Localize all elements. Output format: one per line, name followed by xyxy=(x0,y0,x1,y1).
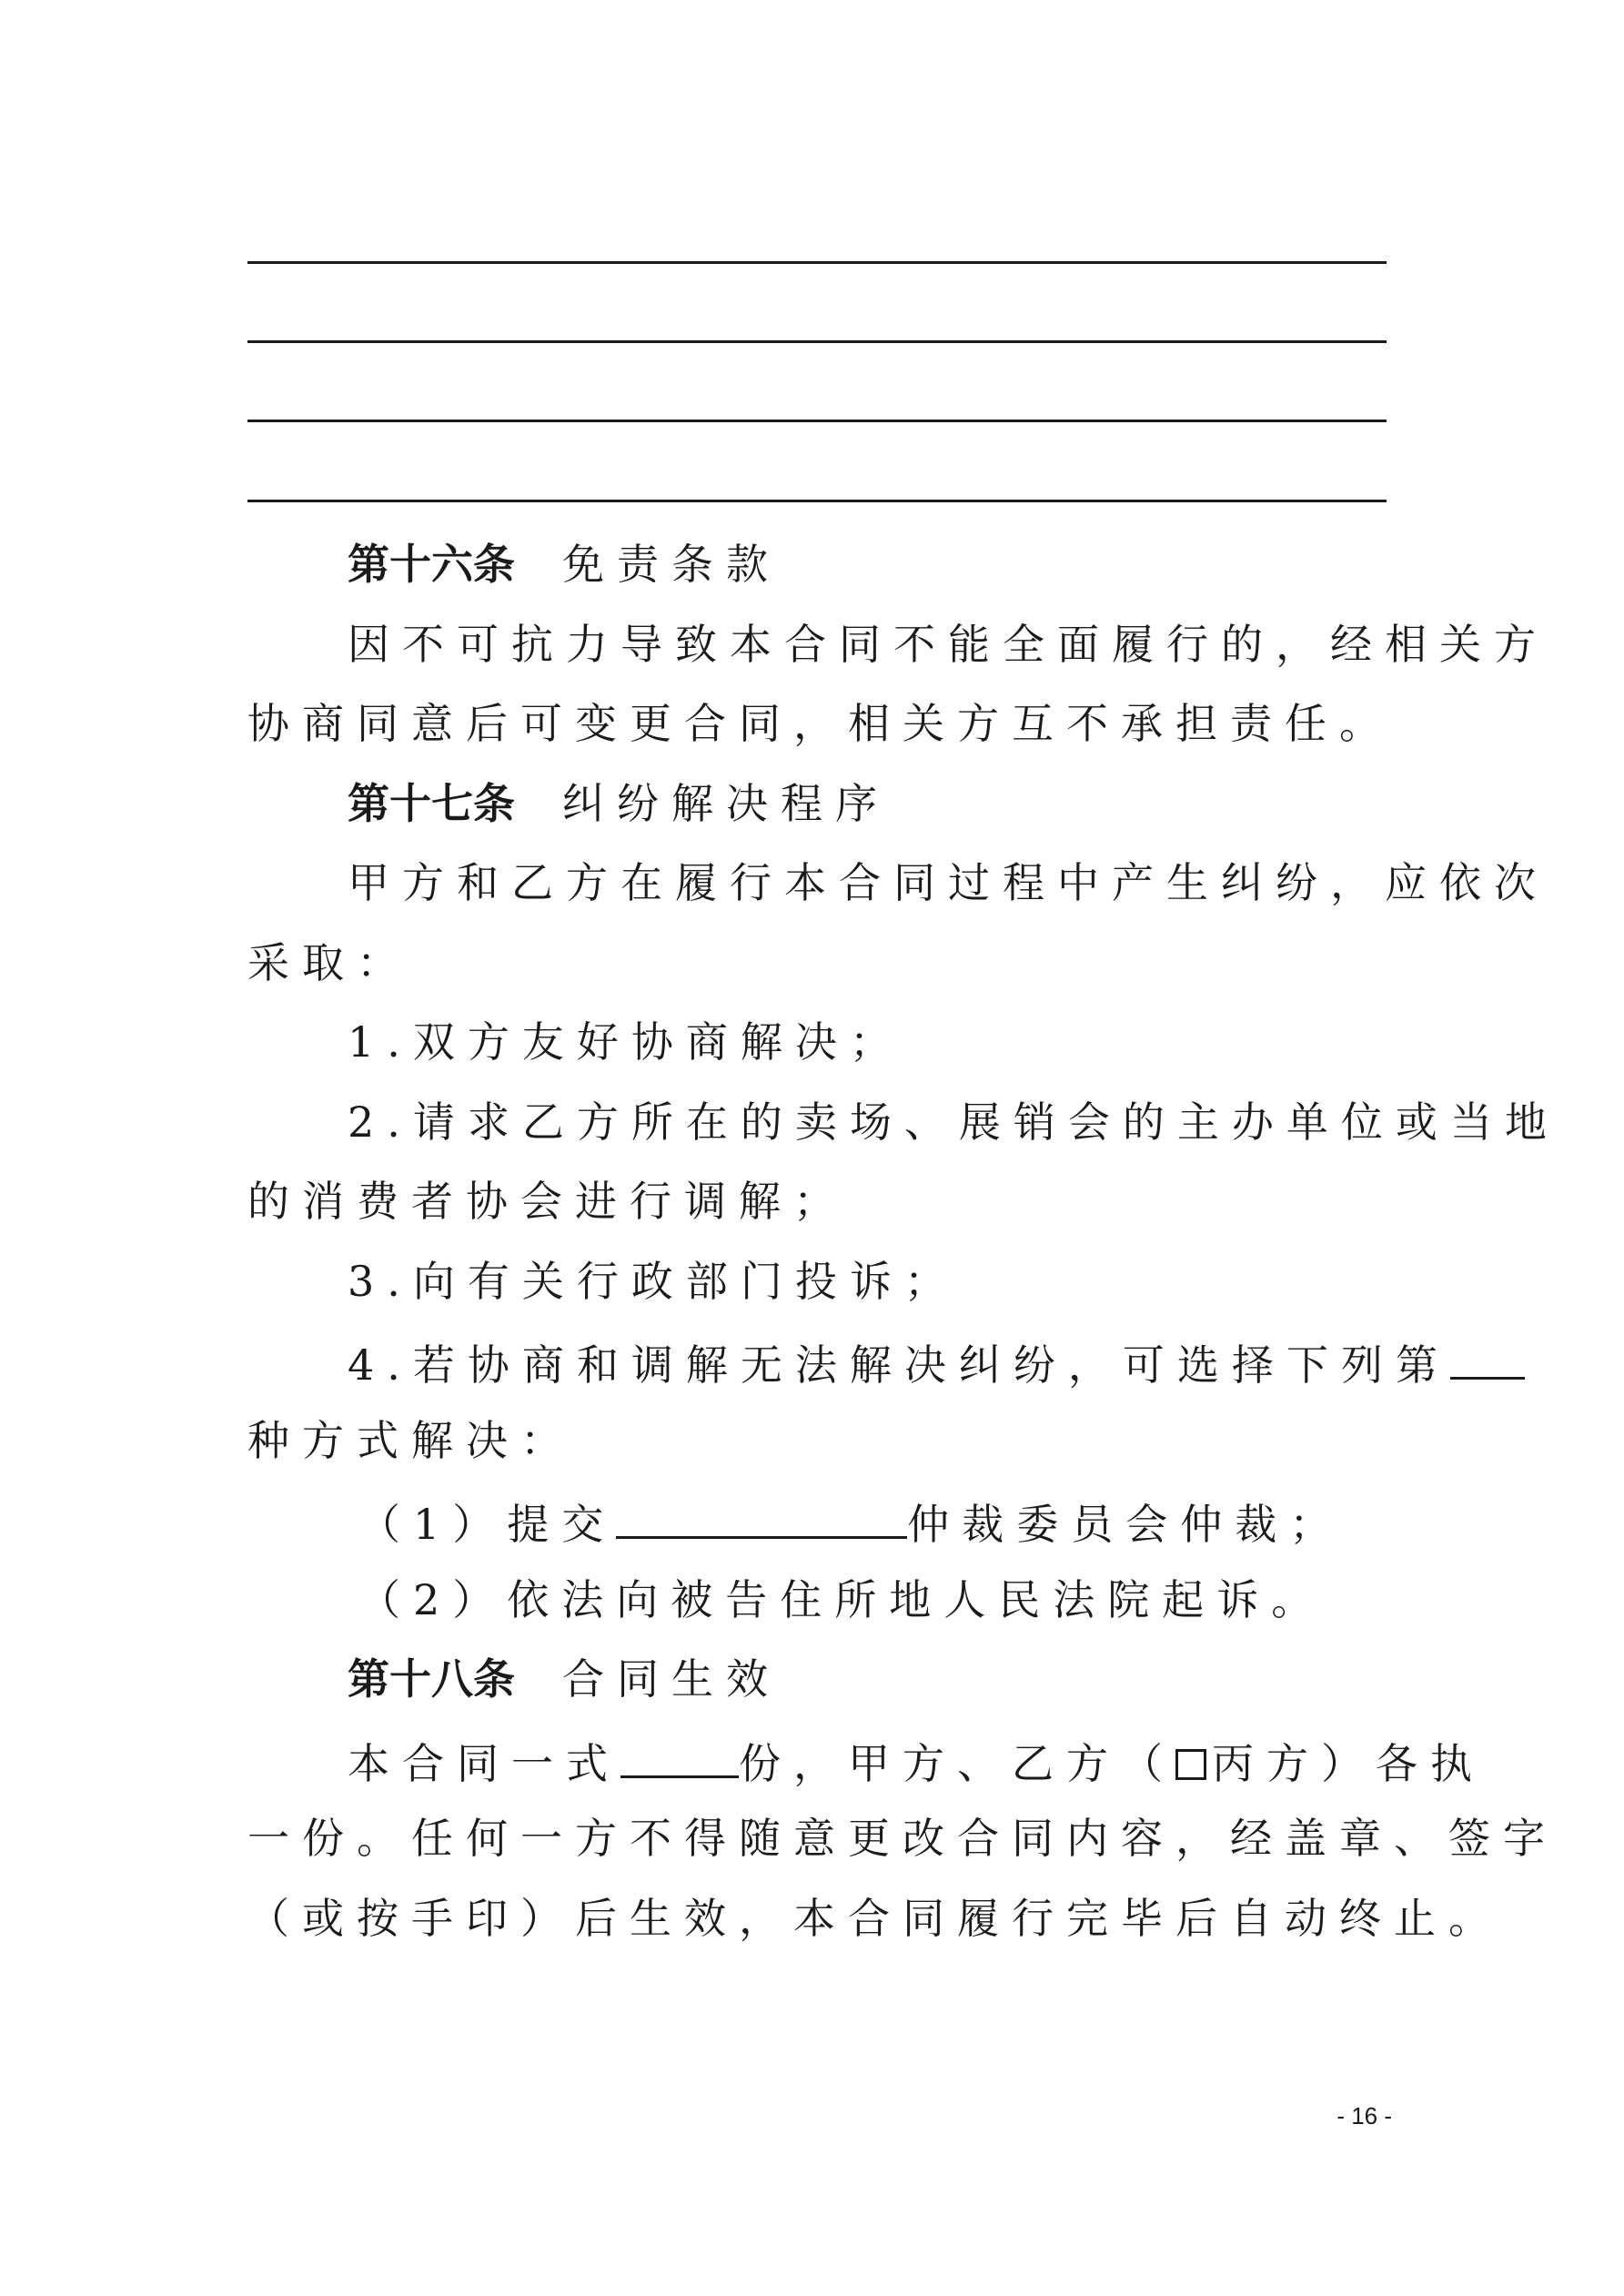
article16-body-line2: 协商同意后可变更合同，相关方互不承担责任。 xyxy=(247,699,1394,748)
article16-body-line1: 因不可抗力导致本合同不能全面履行的，经相关方 xyxy=(348,620,1548,669)
blank-writing-line xyxy=(247,340,1387,343)
method-number-blank[interactable] xyxy=(1450,1333,1525,1380)
article18-heading: 第十八条 xyxy=(348,1654,515,1704)
option1-prefix: （1）提交 xyxy=(358,1500,617,1549)
blank-writing-line xyxy=(247,500,1387,502)
article16-title: 免责条款 xyxy=(562,540,781,589)
article18-line1-mid: 份，甲方、乙方（ xyxy=(739,1739,1175,1788)
article17-item4-line2: 种方式解决： xyxy=(247,1416,575,1465)
copies-count-blank[interactable] xyxy=(620,1732,739,1778)
article17-item2-line1: 2.请求乙方所在的卖场、展销会的主办单位或当地 xyxy=(348,1097,1559,1147)
article18-line2: 一份。任何一方不得随意更改合同内容，经盖章、签字 xyxy=(247,1814,1558,1863)
article18-line1-suffix: 丙方）各执 xyxy=(1212,1739,1485,1788)
option1-suffix: 仲裁委员会仲裁； xyxy=(907,1500,1345,1549)
article17-item2-line2: 的消费者协会进行调解； xyxy=(247,1177,848,1226)
article17-intro-line2: 采取： xyxy=(247,938,411,987)
article17-option2: （2）依法向被告住所地人民法院起诉。 xyxy=(358,1575,1326,1624)
arbitration-commission-blank[interactable] xyxy=(616,1492,907,1539)
article18-line1 xyxy=(247,1732,1487,1786)
article17-heading-line xyxy=(247,776,1487,831)
article18-title: 合同生效 xyxy=(562,1654,781,1704)
article18-line1-prefix: 本合同一式 xyxy=(348,1739,620,1788)
page-number: - 16 - xyxy=(1337,2102,1392,2129)
article17-item1: 1.双方友好协商解决； xyxy=(348,1017,904,1067)
party-c-checkbox[interactable] xyxy=(1175,1749,1206,1780)
article18-heading-line xyxy=(247,1652,1487,1706)
article17-heading: 第十七条 xyxy=(348,779,515,828)
article17-option1 xyxy=(247,1492,1498,1547)
blank-writing-line xyxy=(247,261,1387,264)
article17-item4-line1 xyxy=(247,1333,1487,1388)
article18-line3: （或按手印）后生效，本合同履行完毕后自动终止。 xyxy=(247,1894,1503,1943)
blank-writing-line xyxy=(247,420,1387,422)
article17-item3: 3.向有关行政部门投诉； xyxy=(348,1257,959,1306)
article17-intro-line1: 甲方和乙方在履行本合同过程中产生纠纷，应依次 xyxy=(348,858,1548,907)
article17-title: 纠纷解决程序 xyxy=(562,779,890,828)
article16-heading: 第十六条 xyxy=(348,540,515,589)
article16-heading-line xyxy=(247,537,1487,592)
article17-item4-text: 4.若协商和调解无法解决纠纷，可选择下列第 xyxy=(348,1340,1450,1390)
